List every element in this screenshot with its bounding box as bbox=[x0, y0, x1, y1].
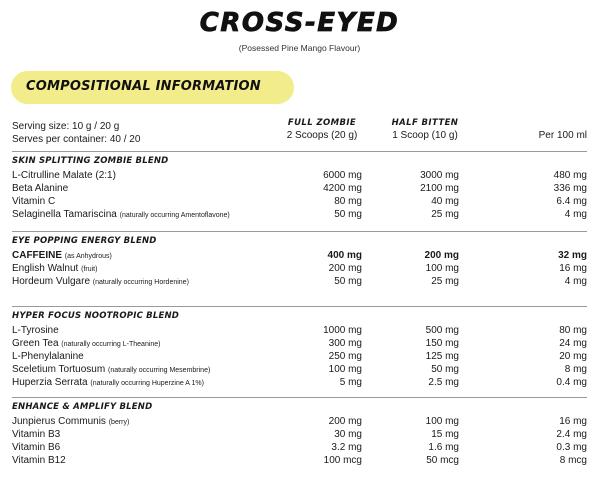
column-name: HALF BITTEN bbox=[391, 118, 459, 128]
value-full-zombie: 50 mg bbox=[334, 209, 362, 220]
value-per-100ml: 8 mg bbox=[564, 364, 587, 375]
product-title: CROSS-EYED bbox=[199, 8, 400, 38]
value-half-bitten: 50 mg bbox=[431, 364, 459, 375]
value-half-bitten: 40 mg bbox=[431, 196, 459, 207]
ingredient-label bbox=[12, 196, 55, 208]
value-full-zombie: 300 mg bbox=[328, 338, 362, 349]
ingredient-name: English Walnut bbox=[12, 263, 79, 274]
ingredient-label bbox=[12, 429, 60, 441]
banner-title: COMPOSITIONAL INFORMATION bbox=[26, 79, 261, 94]
ingredient-label bbox=[12, 455, 66, 467]
ingredient-row bbox=[12, 250, 587, 262]
column-header-full-zombie bbox=[272, 117, 372, 142]
value-full-zombie: 100 mcg bbox=[323, 455, 362, 466]
value-half-bitten: 1.6 mg bbox=[428, 442, 459, 453]
ingredient-label bbox=[12, 170, 116, 182]
ingredient-label bbox=[12, 276, 189, 289]
value-per-100ml: 16 mg bbox=[559, 263, 587, 274]
value-half-bitten: 200 mg bbox=[424, 250, 459, 261]
column-header-half-bitten bbox=[375, 117, 475, 142]
ingredient-name: Vitamin B3 bbox=[12, 429, 61, 440]
value-full-zombie: 50 mg bbox=[334, 276, 362, 287]
ingredient-row bbox=[12, 364, 587, 376]
value-per-100ml: 24 mg bbox=[559, 338, 587, 349]
ingredient-note: (naturally occurring L-Theanine) bbox=[61, 341, 161, 348]
ingredient-name: Selaginella Tamariscina bbox=[12, 209, 117, 220]
value-per-100ml: 32 mg bbox=[558, 250, 587, 261]
ingredient-name: L-Phenylalanine bbox=[12, 351, 84, 362]
section-title: HYPER FOCUS NOOTROPIC BLEND bbox=[12, 311, 180, 321]
ingredient-label bbox=[12, 325, 59, 337]
value-per-100ml: 20 mg bbox=[559, 351, 587, 362]
ingredient-row bbox=[12, 183, 587, 195]
ingredient-name: Sceletium Tortuosum bbox=[12, 364, 106, 375]
ingredient-row bbox=[12, 429, 587, 441]
ingredient-row bbox=[12, 455, 587, 467]
ingredient-name: Huperzia Serrata bbox=[12, 377, 88, 388]
ingredient-label bbox=[12, 183, 68, 195]
ingredient-note: (naturally occurring Mesembrine) bbox=[107, 367, 211, 374]
ingredient-label bbox=[12, 263, 97, 276]
ingredient-name: Hordeum Vulgare bbox=[12, 276, 91, 287]
ingredient-row bbox=[12, 377, 587, 389]
value-full-zombie: 250 mg bbox=[328, 351, 362, 362]
value-half-bitten: 100 mg bbox=[425, 263, 459, 274]
product-subtitle: (Posessed Pine Mango Flavour) bbox=[238, 43, 361, 53]
ingredient-label bbox=[12, 338, 161, 351]
section-title: ENHANCE & AMPLIFY BLEND bbox=[12, 402, 153, 412]
serving-size: Serving size: 10 g / 20 g bbox=[12, 121, 120, 132]
ingredient-label bbox=[12, 442, 60, 454]
section-title: EYE POPPING ENERGY BLEND bbox=[12, 236, 157, 246]
ingredient-note: (fruit) bbox=[81, 266, 98, 273]
section-divider bbox=[12, 397, 587, 398]
value-per-100ml: 6.4 mg bbox=[556, 196, 587, 207]
ingredient-name: L-Tyrosine bbox=[12, 325, 59, 336]
ingredient-label bbox=[12, 209, 230, 222]
value-per-100ml: 2.4 mg bbox=[556, 429, 587, 440]
value-per-100ml: 16 mg bbox=[559, 416, 587, 427]
serving-info bbox=[12, 121, 140, 146]
ingredient-row bbox=[12, 442, 587, 454]
ingredient-row bbox=[12, 196, 587, 208]
ingredient-note: (as Anhydrous) bbox=[64, 253, 112, 260]
column-name: FULL ZOMBIE bbox=[287, 118, 357, 128]
value-half-bitten: 2100 mg bbox=[420, 183, 459, 194]
value-half-bitten: 500 mg bbox=[425, 325, 459, 336]
section-divider bbox=[12, 306, 587, 307]
ingredient-name: Beta Alanine bbox=[12, 183, 69, 194]
value-per-100ml: 0.4 mg bbox=[556, 377, 587, 388]
value-full-zombie: 4200 mg bbox=[323, 183, 362, 194]
value-full-zombie: 80 mg bbox=[334, 196, 362, 207]
ingredient-note: (naturally occurring Amentoflavone) bbox=[119, 212, 230, 219]
column-amount: 1 Scoop (10 g) bbox=[392, 129, 458, 141]
ingredient-row bbox=[12, 276, 587, 288]
ingredient-row bbox=[12, 351, 587, 363]
value-full-zombie: 6000 mg bbox=[323, 170, 362, 181]
value-per-100ml: 0.3 mg bbox=[556, 442, 587, 453]
ingredient-note: (naturally occurring Huperzine A 1%) bbox=[90, 380, 204, 387]
value-half-bitten: 100 mg bbox=[425, 416, 459, 427]
value-half-bitten: 25 mg bbox=[431, 209, 459, 220]
value-full-zombie: 30 mg bbox=[334, 429, 362, 440]
value-full-zombie: 200 mg bbox=[328, 263, 362, 274]
ingredient-label bbox=[12, 351, 84, 363]
value-full-zombie: 100 mg bbox=[328, 364, 362, 375]
section-title: SKIN SPLITTING ZOMBIE BLEND bbox=[12, 156, 169, 166]
ingredient-name: Vitamin B6 bbox=[12, 442, 61, 453]
value-half-bitten: 50 mcg bbox=[426, 455, 459, 466]
value-per-100ml: 336 mg bbox=[553, 183, 587, 194]
value-per-100ml: 480 mg bbox=[553, 170, 587, 181]
ingredient-row bbox=[12, 263, 587, 275]
section-divider bbox=[12, 151, 587, 152]
ingredient-note: (berry) bbox=[108, 419, 130, 426]
value-per-100ml: 8 mcg bbox=[559, 455, 587, 466]
value-half-bitten: 15 mg bbox=[431, 429, 459, 440]
ingredient-row bbox=[12, 170, 587, 182]
value-full-zombie: 400 mg bbox=[327, 250, 362, 261]
ingredient-label bbox=[12, 364, 210, 377]
ingredient-name: Green Tea bbox=[12, 338, 59, 349]
value-full-zombie: 1000 mg bbox=[323, 325, 362, 336]
ingredient-row bbox=[12, 325, 587, 337]
ingredient-label bbox=[12, 377, 204, 390]
column-amount: 2 Scoops (20 g) bbox=[286, 129, 358, 141]
ingredient-name: CAFFEINE bbox=[12, 250, 62, 261]
ingredient-row bbox=[12, 416, 587, 428]
value-half-bitten: 2.5 mg bbox=[428, 377, 459, 388]
value-half-bitten: 150 mg bbox=[425, 338, 459, 349]
ingredient-row bbox=[12, 338, 587, 350]
value-full-zombie: 200 mg bbox=[328, 416, 362, 427]
ingredient-row bbox=[12, 209, 587, 221]
value-half-bitten: 25 mg bbox=[431, 276, 459, 287]
value-per-100ml: 4 mg bbox=[564, 276, 587, 287]
column-header-per-100ml: Per 100 ml bbox=[538, 130, 587, 141]
ingredient-label bbox=[12, 416, 129, 429]
serves-per-container: Serves per container: 40 / 20 bbox=[12, 133, 141, 145]
ingredient-name: L-Citrulline Malate (2:1) bbox=[12, 170, 116, 181]
value-per-100ml: 80 mg bbox=[559, 325, 587, 336]
value-half-bitten: 3000 mg bbox=[420, 170, 459, 181]
value-per-100ml: 4 mg bbox=[564, 209, 587, 220]
value-full-zombie: 5 mg bbox=[339, 377, 362, 388]
value-full-zombie: 3.2 mg bbox=[331, 442, 362, 453]
ingredient-name: Junpierus Communis bbox=[12, 416, 106, 427]
value-half-bitten: 125 mg bbox=[425, 351, 459, 362]
section-divider bbox=[12, 231, 587, 232]
ingredient-name: Vitamin B12 bbox=[12, 455, 66, 466]
ingredient-note: (naturally occurring Hordenine) bbox=[92, 279, 189, 286]
ingredient-label bbox=[12, 250, 112, 263]
ingredient-name: Vitamin C bbox=[12, 196, 56, 207]
